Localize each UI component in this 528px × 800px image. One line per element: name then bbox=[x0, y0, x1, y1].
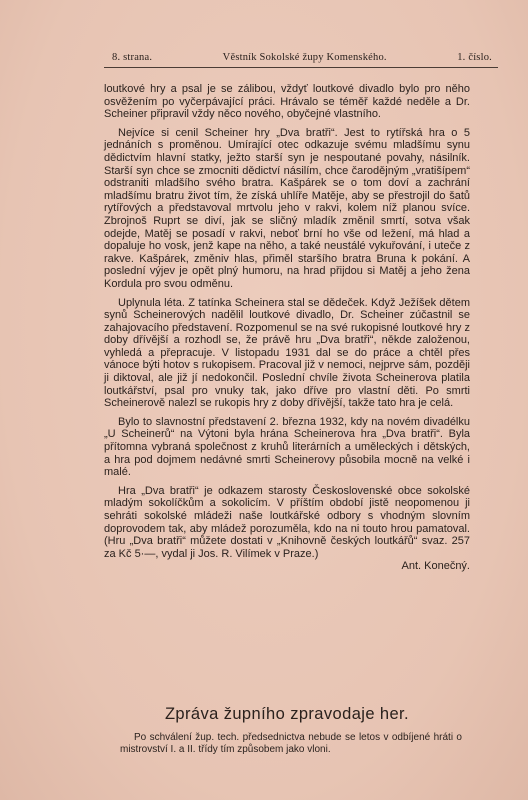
header-rule bbox=[104, 67, 498, 68]
page-header bbox=[112, 52, 492, 63]
paragraph-5 bbox=[104, 485, 470, 573]
journal-title: Věstník Sokolské župy Komenského. bbox=[222, 52, 387, 63]
author-signature: Ant. Konečný. bbox=[401, 560, 470, 573]
article-body bbox=[104, 83, 470, 579]
paragraph-1: loutkové hry a psal je se zálibou, vždyť loutkové divadlo bylo pro něho osvěžením po vyčerpávající práci. Hrávalo se téměř každé neděle a Dr. Scheiner připravil vždy něco nového, obyčejné vlastního. bbox=[104, 83, 470, 121]
report-text: Po schválení žup. tech. předsednictva nebude se letos v odbíjené hráti o mistrovství I. a II. třídy tím způsobem jako vloni. bbox=[120, 732, 462, 755]
paragraph-3: Uplynula léta. Z tatínka Scheinera stal se dědeček. Když Ježíšek dětem synů Scheinerových nadělil loutkové divadlo, Dr. Scheiner zúčastnil se zahajovacího představení. Rozpomenul se na své rukopisné loutkové hry z doby dřívější a rozhodl se, že právě hru „Dva bratři“, někde založenou, vyhledá a přepracuje. V listopadu 1931 dal se do práce a chtěl přes vánoce býti hotov s rukopisem. Pracoval již v nemoci, nejprve sám, později ji diktoval, ale již jí nedokončil. Poslední chvíle života Scheinerova platila loutkářství, psal pro vnuky tak, jako dříve pro vlastní děti. Po smrti Scheinerově nalezl se rukopis hry z doby dřívější, takže tato hra je celá. bbox=[104, 296, 470, 410]
page-number: 8. strana. bbox=[112, 52, 153, 63]
issue-number: 1. číslo. bbox=[457, 52, 492, 63]
paragraph-5-text: Hra „Dva bratři“ je odkazem starosty Československé obce sokolské mladým sokolíčkům a sokolicím. V příštím období jistě neopomenou ji sehráti sokolské mládeži naše loutkářské odbory s vhodným slovním doprovodem tak, aby mládež porozuměla, kdo na ni touto hrou pamatoval. (Hru „Dva bratři“ můžete dostati v „Knihovně českých loutkářů“ svaz. 257 za Kč 5·—, vydal ji Jos. R. Vilímek v Praze.) bbox=[104, 484, 470, 560]
paragraph-4: Bylo to slavnostní představení 2. března 1932, kdy na novém divadélku „U Scheinerů“ na Výtoni byla hrána Scheinerova hra „Dva bratři“. Byla přítomna vybraná společnost z kruhů literárních a uměleckých i dětských, a hra pod dojmem nedávné smrti Scheinerovy působila mocně na velké i malé. bbox=[104, 415, 470, 479]
report-heading: Zpráva župního zpravodaje her. bbox=[164, 705, 410, 723]
paragraph-2: Nejvíce si cenil Scheiner hry „Dva bratři“. Jest to rytířská hra o 5 jednáních s proměnou. Umírající otec odkazuje svému mladšímu synu dědictvím hlavní statky, ježto starší syn je nespoutané povahy, násilník. Starší syn chce se zmocniti dědictví násilím, chce čarodějným „vratišípem“ odstraniti mladšího svého bratra. Kašpárek se o tom doví a zachrání mladšímu bratru život tím, že získá uhlíře Matěje, aby se přestrojil do šatů rytířových a představoval mrtvolu jeho v rakvi, kolem níž planou svíce. Zbrojnoš Ruprt se diví, jak se sličný mladík změnil smrtí, sotva však odejde, Matěj se posadí v rakvi, neboť brní ho vše od ležení, má hlad a dopaluje ho vosk, jenž kape na něho, a také neustálé vykuřování, i uteče z rakve. Kašpárek, změniv hlas, přiměl staršího bratra Bruna k pokání. A poslední výjev je opět plný humoru, na hrad přijdou si Matěj a jeho žena Kordula pro svou odměnu. bbox=[104, 126, 470, 290]
